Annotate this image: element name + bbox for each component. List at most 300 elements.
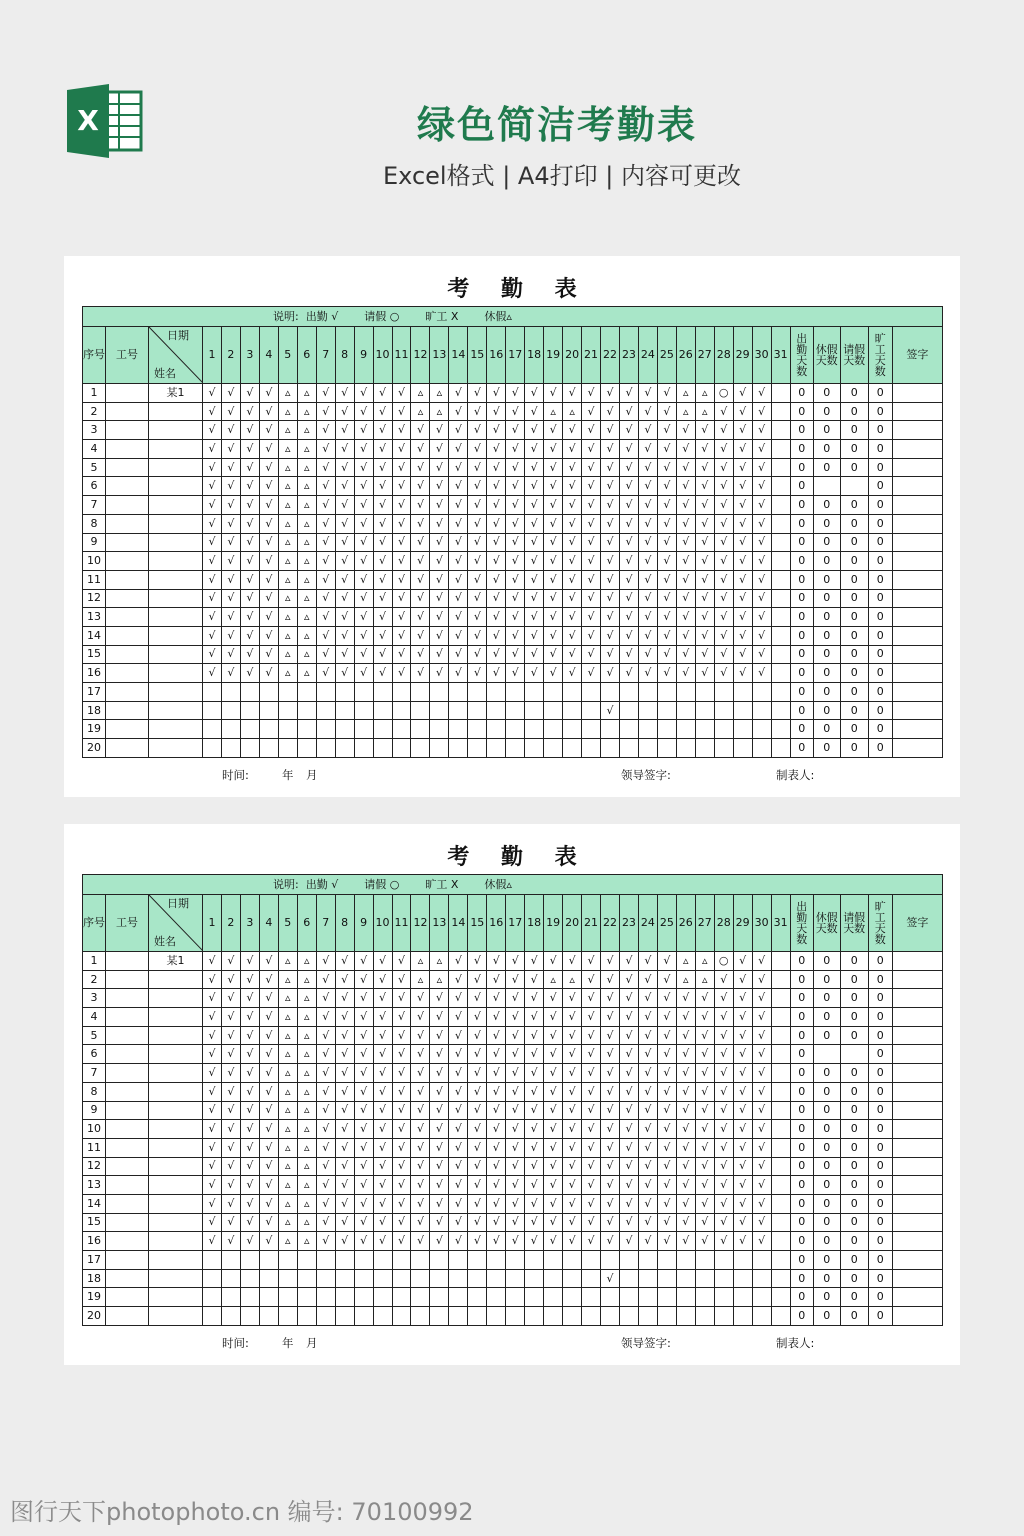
- cell-day-mark[interactable]: √: [449, 440, 468, 459]
- cell-name[interactable]: [149, 989, 203, 1008]
- cell-day-mark[interactable]: ▵: [297, 626, 316, 645]
- cell-day-mark[interactable]: √: [316, 589, 335, 608]
- cell-day-mark[interactable]: [695, 720, 714, 739]
- cell-day-mark[interactable]: √: [487, 1045, 506, 1064]
- cell-sign[interactable]: [892, 1157, 942, 1176]
- cell-day-mark[interactable]: ▵: [563, 970, 582, 989]
- cell-sign[interactable]: [892, 626, 942, 645]
- cell-day-mark[interactable]: √: [259, 645, 278, 664]
- cell-day-mark[interactable]: √: [544, 496, 563, 515]
- cell-day-mark[interactable]: √: [638, 952, 657, 971]
- cell-day-mark[interactable]: √: [354, 570, 373, 589]
- cell-day-mark[interactable]: √: [316, 1026, 335, 1045]
- cell-day-mark[interactable]: √: [392, 626, 411, 645]
- cell-day-mark[interactable]: √: [714, 1213, 733, 1232]
- cell-day-mark[interactable]: [506, 1288, 525, 1307]
- cell-day-mark[interactable]: √: [752, 477, 771, 496]
- cell-day-mark[interactable]: √: [335, 570, 354, 589]
- cell-day-mark[interactable]: √: [354, 496, 373, 515]
- cell-day-mark[interactable]: √: [733, 1157, 752, 1176]
- cell-day-mark[interactable]: √: [695, 1138, 714, 1157]
- cell-day-mark[interactable]: √: [676, 1008, 695, 1027]
- cell-sign[interactable]: [892, 440, 942, 459]
- cell-day-mark[interactable]: √: [582, 1232, 601, 1251]
- cell-day-mark[interactable]: √: [316, 645, 335, 664]
- cell-day-mark[interactable]: √: [449, 477, 468, 496]
- cell-day-mark[interactable]: √: [373, 1213, 392, 1232]
- cell-day-mark[interactable]: √: [203, 989, 222, 1008]
- cell-day-mark[interactable]: [657, 1269, 676, 1288]
- cell-day-mark[interactable]: √: [657, 1213, 676, 1232]
- cell-day-mark[interactable]: √: [468, 1138, 487, 1157]
- cell-day-mark[interactable]: √: [695, 989, 714, 1008]
- cell-day-mark[interactable]: √: [695, 626, 714, 645]
- cell-day-mark[interactable]: √: [582, 384, 601, 403]
- cell-day-mark[interactable]: √: [373, 570, 392, 589]
- cell-day-mark[interactable]: √: [203, 626, 222, 645]
- cell-sign[interactable]: [892, 421, 942, 440]
- cell-day-mark[interactable]: [695, 1251, 714, 1270]
- cell-day-mark[interactable]: √: [449, 1138, 468, 1157]
- cell-total[interactable]: 0: [813, 1008, 840, 1027]
- cell-day-mark[interactable]: √: [657, 645, 676, 664]
- cell-total[interactable]: 0: [813, 970, 840, 989]
- cell-day-mark[interactable]: [392, 739, 411, 758]
- cell-day-mark[interactable]: √: [373, 496, 392, 515]
- cell-day-mark[interactable]: √: [582, 645, 601, 664]
- cell-total[interactable]: 0: [790, 701, 813, 720]
- cell-day-mark[interactable]: ▵: [278, 421, 297, 440]
- cell-day-mark[interactable]: √: [525, 402, 544, 421]
- cell-total[interactable]: 0: [868, 720, 892, 739]
- cell-day-mark[interactable]: √: [373, 402, 392, 421]
- cell-day-mark[interactable]: ▵: [278, 626, 297, 645]
- cell-total[interactable]: 0: [840, 664, 868, 683]
- cell-total[interactable]: 0: [790, 608, 813, 627]
- cell-day-mark[interactable]: √: [259, 570, 278, 589]
- cell-day-mark[interactable]: √: [221, 1120, 240, 1139]
- cell-total[interactable]: 0: [813, 683, 840, 702]
- cell-day-mark[interactable]: √: [638, 1101, 657, 1120]
- cell-day-mark[interactable]: √: [676, 514, 695, 533]
- cell-sign[interactable]: [892, 477, 942, 496]
- cell-day-mark[interactable]: √: [240, 970, 259, 989]
- cell-day-mark[interactable]: √: [695, 1176, 714, 1195]
- cell-seq[interactable]: 4: [83, 440, 106, 459]
- cell-day-mark[interactable]: [297, 739, 316, 758]
- cell-day-mark[interactable]: [373, 720, 392, 739]
- cell-total[interactable]: 0: [790, 1082, 813, 1101]
- cell-day-mark[interactable]: ▵: [278, 952, 297, 971]
- cell-day-mark[interactable]: √: [335, 608, 354, 627]
- cell-sign[interactable]: [892, 608, 942, 627]
- cell-day-mark[interactable]: [771, 1157, 790, 1176]
- cell-total[interactable]: 0: [790, 626, 813, 645]
- cell-day-mark[interactable]: [657, 1307, 676, 1326]
- cell-day-mark[interactable]: √: [487, 1120, 506, 1139]
- cell-day-mark[interactable]: [563, 683, 582, 702]
- cell-name[interactable]: [149, 664, 203, 683]
- cell-day-mark[interactable]: √: [373, 477, 392, 496]
- cell-day-mark[interactable]: [297, 1251, 316, 1270]
- cell-sign[interactable]: [892, 1307, 942, 1326]
- cell-day-mark[interactable]: √: [221, 458, 240, 477]
- cell-day-mark[interactable]: [240, 701, 259, 720]
- cell-day-mark[interactable]: √: [373, 421, 392, 440]
- cell-day-mark[interactable]: [278, 701, 297, 720]
- cell-day-mark[interactable]: √: [752, 1138, 771, 1157]
- cell-day-mark[interactable]: √: [411, 1008, 430, 1027]
- cell-day-mark[interactable]: √: [638, 402, 657, 421]
- cell-day-mark[interactable]: √: [601, 384, 620, 403]
- cell-day-mark[interactable]: √: [563, 570, 582, 589]
- cell-name[interactable]: [149, 1138, 203, 1157]
- cell-day-mark[interactable]: √: [259, 608, 278, 627]
- cell-day-mark[interactable]: [771, 1082, 790, 1101]
- cell-day-mark[interactable]: ▵: [278, 552, 297, 571]
- cell-total[interactable]: 0: [790, 477, 813, 496]
- cell-day-mark[interactable]: √: [316, 477, 335, 496]
- cell-day-mark[interactable]: √: [203, 952, 222, 971]
- cell-day-mark[interactable]: √: [430, 552, 449, 571]
- cell-day-mark[interactable]: √: [714, 1008, 733, 1027]
- cell-day-mark[interactable]: √: [619, 608, 638, 627]
- cell-day-mark[interactable]: √: [619, 421, 638, 440]
- cell-total[interactable]: 0: [813, 552, 840, 571]
- cell-total[interactable]: 0: [813, 514, 840, 533]
- cell-day-mark[interactable]: [259, 739, 278, 758]
- cell-day-mark[interactable]: √: [695, 458, 714, 477]
- cell-day-mark[interactable]: [240, 1269, 259, 1288]
- cell-day-mark[interactable]: √: [619, 1213, 638, 1232]
- cell-day-mark[interactable]: [203, 701, 222, 720]
- cell-day-mark[interactable]: √: [676, 552, 695, 571]
- cell-day-mark[interactable]: √: [676, 1232, 695, 1251]
- cell-day-mark[interactable]: [544, 701, 563, 720]
- cell-day-mark[interactable]: [468, 1251, 487, 1270]
- cell-seq[interactable]: 4: [83, 1008, 106, 1027]
- cell-day-mark[interactable]: √: [601, 1045, 620, 1064]
- cell-day-mark[interactable]: √: [619, 533, 638, 552]
- cell-day-mark[interactable]: √: [752, 1064, 771, 1083]
- cell-day-mark[interactable]: [221, 1307, 240, 1326]
- cell-total[interactable]: 0: [868, 739, 892, 758]
- cell-total[interactable]: 0: [840, 1232, 868, 1251]
- cell-day-mark[interactable]: √: [221, 384, 240, 403]
- cell-day-mark[interactable]: √: [259, 384, 278, 403]
- cell-day-mark[interactable]: [771, 1307, 790, 1326]
- cell-day-mark[interactable]: √: [525, 533, 544, 552]
- cell-day-mark[interactable]: √: [506, 477, 525, 496]
- cell-day-mark[interactable]: [411, 739, 430, 758]
- cell-day-mark[interactable]: √: [714, 402, 733, 421]
- cell-day-mark[interactable]: √: [714, 589, 733, 608]
- cell-day-mark[interactable]: ▵: [297, 664, 316, 683]
- cell-day-mark[interactable]: √: [544, 1157, 563, 1176]
- cell-day-mark[interactable]: [676, 739, 695, 758]
- cell-day-mark[interactable]: √: [373, 1064, 392, 1083]
- cell-day-mark[interactable]: √: [203, 384, 222, 403]
- cell-total[interactable]: 0: [840, 645, 868, 664]
- cell-day-mark[interactable]: √: [335, 989, 354, 1008]
- cell-total[interactable]: 0: [868, 608, 892, 627]
- cell-sign[interactable]: [892, 952, 942, 971]
- cell-day-mark[interactable]: √: [638, 1120, 657, 1139]
- cell-day-mark[interactable]: √: [449, 1008, 468, 1027]
- cell-day-mark[interactable]: √: [259, 1138, 278, 1157]
- cell-total[interactable]: 0: [790, 1176, 813, 1195]
- cell-day-mark[interactable]: √: [619, 645, 638, 664]
- cell-day-mark[interactable]: √: [354, 1232, 373, 1251]
- cell-day-mark[interactable]: [676, 1251, 695, 1270]
- cell-day-mark[interactable]: √: [563, 989, 582, 1008]
- cell-day-mark[interactable]: ▵: [278, 1138, 297, 1157]
- cell-emp-id[interactable]: [106, 477, 149, 496]
- cell-day-mark[interactable]: √: [354, 664, 373, 683]
- cell-day-mark[interactable]: ▵: [278, 664, 297, 683]
- cell-day-mark[interactable]: [638, 1307, 657, 1326]
- cell-day-mark[interactable]: √: [619, 1157, 638, 1176]
- cell-day-mark[interactable]: √: [638, 1064, 657, 1083]
- cell-emp-id[interactable]: [106, 739, 149, 758]
- cell-day-mark[interactable]: ▵: [430, 952, 449, 971]
- cell-day-mark[interactable]: [771, 608, 790, 627]
- cell-name[interactable]: [149, 1213, 203, 1232]
- cell-day-mark[interactable]: √: [638, 421, 657, 440]
- cell-total[interactable]: 0: [813, 1269, 840, 1288]
- cell-day-mark[interactable]: √: [335, 1045, 354, 1064]
- cell-total[interactable]: 0: [840, 1120, 868, 1139]
- cell-day-mark[interactable]: √: [601, 458, 620, 477]
- cell-day-mark[interactable]: √: [392, 440, 411, 459]
- cell-day-mark[interactable]: √: [733, 1120, 752, 1139]
- cell-day-mark[interactable]: [563, 701, 582, 720]
- cell-day-mark[interactable]: √: [240, 1194, 259, 1213]
- cell-day-mark[interactable]: √: [392, 514, 411, 533]
- cell-day-mark[interactable]: √: [468, 1045, 487, 1064]
- cell-day-mark[interactable]: [259, 1251, 278, 1270]
- cell-day-mark[interactable]: √: [582, 626, 601, 645]
- cell-day-mark[interactable]: [771, 989, 790, 1008]
- cell-day-mark[interactable]: [506, 683, 525, 702]
- cell-day-mark[interactable]: √: [714, 626, 733, 645]
- cell-day-mark[interactable]: √: [657, 477, 676, 496]
- cell-day-mark[interactable]: √: [487, 496, 506, 515]
- cell-day-mark[interactable]: √: [752, 1045, 771, 1064]
- cell-day-mark[interactable]: √: [601, 514, 620, 533]
- cell-day-mark[interactable]: [259, 1307, 278, 1326]
- cell-day-mark[interactable]: √: [449, 1157, 468, 1176]
- cell-day-mark[interactable]: √: [392, 989, 411, 1008]
- cell-day-mark[interactable]: √: [638, 514, 657, 533]
- cell-day-mark[interactable]: [657, 1251, 676, 1270]
- cell-emp-id[interactable]: [106, 1157, 149, 1176]
- cell-day-mark[interactable]: ▵: [695, 384, 714, 403]
- cell-day-mark[interactable]: √: [221, 402, 240, 421]
- cell-day-mark[interactable]: √: [506, 514, 525, 533]
- cell-day-mark[interactable]: [601, 683, 620, 702]
- cell-day-mark[interactable]: √: [733, 626, 752, 645]
- cell-day-mark[interactable]: √: [544, 608, 563, 627]
- cell-total[interactable]: 0: [868, 1307, 892, 1326]
- cell-day-mark[interactable]: √: [221, 496, 240, 515]
- cell-day-mark[interactable]: √: [411, 1138, 430, 1157]
- cell-day-mark[interactable]: [411, 720, 430, 739]
- cell-day-mark[interactable]: √: [752, 970, 771, 989]
- cell-day-mark[interactable]: √: [525, 989, 544, 1008]
- cell-sign[interactable]: [892, 1213, 942, 1232]
- cell-day-mark[interactable]: √: [335, 421, 354, 440]
- cell-day-mark[interactable]: √: [221, 514, 240, 533]
- cell-total[interactable]: 0: [840, 1176, 868, 1195]
- cell-day-mark[interactable]: √: [657, 552, 676, 571]
- cell-day-mark[interactable]: √: [468, 664, 487, 683]
- cell-day-mark[interactable]: √: [695, 608, 714, 627]
- cell-day-mark[interactable]: √: [601, 701, 620, 720]
- cell-day-mark[interactable]: √: [373, 589, 392, 608]
- cell-day-mark[interactable]: √: [240, 1101, 259, 1120]
- cell-day-mark[interactable]: √: [544, 1026, 563, 1045]
- cell-total[interactable]: 0: [868, 552, 892, 571]
- cell-day-mark[interactable]: √: [468, 1064, 487, 1083]
- cell-day-mark[interactable]: √: [240, 1120, 259, 1139]
- cell-day-mark[interactable]: √: [259, 477, 278, 496]
- cell-seq[interactable]: 1: [83, 384, 106, 403]
- cell-day-mark[interactable]: √: [487, 1101, 506, 1120]
- cell-total[interactable]: 0: [790, 1213, 813, 1232]
- cell-total[interactable]: 0: [790, 514, 813, 533]
- cell-day-mark[interactable]: ▵: [544, 970, 563, 989]
- cell-day-mark[interactable]: √: [544, 952, 563, 971]
- cell-day-mark[interactable]: √: [316, 1120, 335, 1139]
- cell-day-mark[interactable]: √: [638, 458, 657, 477]
- cell-day-mark[interactable]: √: [601, 570, 620, 589]
- cell-total[interactable]: 0: [790, 645, 813, 664]
- cell-day-mark[interactable]: √: [506, 1232, 525, 1251]
- cell-day-mark[interactable]: √: [259, 533, 278, 552]
- cell-day-mark[interactable]: √: [657, 1157, 676, 1176]
- cell-day-mark[interactable]: √: [203, 514, 222, 533]
- cell-day-mark[interactable]: √: [714, 664, 733, 683]
- cell-seq[interactable]: 17: [83, 1251, 106, 1270]
- cell-day-mark[interactable]: ▵: [278, 384, 297, 403]
- cell-day-mark[interactable]: √: [411, 1194, 430, 1213]
- cell-day-mark[interactable]: √: [506, 626, 525, 645]
- cell-day-mark[interactable]: [638, 720, 657, 739]
- cell-day-mark[interactable]: √: [392, 1026, 411, 1045]
- cell-day-mark[interactable]: [487, 1251, 506, 1270]
- cell-day-mark[interactable]: √: [411, 514, 430, 533]
- cell-day-mark[interactable]: √: [468, 1008, 487, 1027]
- cell-day-mark[interactable]: √: [638, 1157, 657, 1176]
- cell-day-mark[interactable]: [582, 683, 601, 702]
- cell-sign[interactable]: [892, 739, 942, 758]
- cell-total[interactable]: 0: [840, 701, 868, 720]
- cell-day-mark[interactable]: √: [411, 1157, 430, 1176]
- cell-day-mark[interactable]: [221, 1288, 240, 1307]
- cell-day-mark[interactable]: √: [752, 402, 771, 421]
- cell-day-mark[interactable]: [657, 701, 676, 720]
- cell-emp-id[interactable]: [106, 1251, 149, 1270]
- cell-day-mark[interactable]: √: [506, 1138, 525, 1157]
- cell-day-mark[interactable]: √: [619, 1232, 638, 1251]
- cell-day-mark[interactable]: [752, 701, 771, 720]
- cell-day-mark[interactable]: √: [335, 477, 354, 496]
- cell-day-mark[interactable]: √: [619, 970, 638, 989]
- cell-day-mark[interactable]: √: [221, 626, 240, 645]
- cell-name[interactable]: [149, 533, 203, 552]
- cell-day-mark[interactable]: ▵: [297, 989, 316, 1008]
- cell-day-mark[interactable]: √: [259, 1213, 278, 1232]
- cell-day-mark[interactable]: [733, 683, 752, 702]
- cell-day-mark[interactable]: ○: [714, 952, 733, 971]
- cell-day-mark[interactable]: √: [487, 1176, 506, 1195]
- cell-day-mark[interactable]: √: [411, 989, 430, 1008]
- cell-day-mark[interactable]: √: [525, 1008, 544, 1027]
- cell-day-mark[interactable]: [354, 1251, 373, 1270]
- cell-day-mark[interactable]: √: [335, 458, 354, 477]
- cell-emp-id[interactable]: [106, 1120, 149, 1139]
- cell-day-mark[interactable]: √: [354, 514, 373, 533]
- cell-day-mark[interactable]: [297, 1269, 316, 1288]
- cell-day-mark[interactable]: ▵: [278, 1008, 297, 1027]
- cell-day-mark[interactable]: √: [695, 570, 714, 589]
- cell-day-mark[interactable]: √: [392, 1176, 411, 1195]
- cell-seq[interactable]: 14: [83, 626, 106, 645]
- cell-total[interactable]: 0: [868, 1194, 892, 1213]
- cell-total[interactable]: 0: [840, 989, 868, 1008]
- cell-total[interactable]: 0: [790, 970, 813, 989]
- cell-total[interactable]: 0: [868, 1269, 892, 1288]
- cell-emp-id[interactable]: [106, 664, 149, 683]
- cell-day-mark[interactable]: √: [752, 552, 771, 571]
- cell-sign[interactable]: [892, 1288, 942, 1307]
- cell-day-mark[interactable]: √: [487, 970, 506, 989]
- cell-total[interactable]: 0: [790, 1157, 813, 1176]
- cell-day-mark[interactable]: [354, 701, 373, 720]
- cell-total[interactable]: 0: [790, 1307, 813, 1326]
- cell-day-mark[interactable]: [771, 384, 790, 403]
- cell-day-mark[interactable]: √: [506, 1045, 525, 1064]
- cell-day-mark[interactable]: ▵: [297, 458, 316, 477]
- cell-day-mark[interactable]: √: [506, 440, 525, 459]
- cell-day-mark[interactable]: √: [733, 570, 752, 589]
- cell-day-mark[interactable]: √: [203, 1101, 222, 1120]
- cell-day-mark[interactable]: √: [619, 626, 638, 645]
- cell-name[interactable]: [149, 1157, 203, 1176]
- cell-day-mark[interactable]: [619, 1269, 638, 1288]
- cell-total[interactable]: 0: [813, 1064, 840, 1083]
- cell-total[interactable]: 0: [840, 970, 868, 989]
- cell-sign[interactable]: [892, 1269, 942, 1288]
- cell-day-mark[interactable]: √: [354, 1213, 373, 1232]
- cell-day-mark[interactable]: √: [601, 626, 620, 645]
- cell-day-mark[interactable]: [771, 1269, 790, 1288]
- cell-day-mark[interactable]: √: [619, 1101, 638, 1120]
- cell-day-mark[interactable]: [771, 1288, 790, 1307]
- cell-day-mark[interactable]: √: [240, 496, 259, 515]
- cell-day-mark[interactable]: √: [430, 533, 449, 552]
- cell-day-mark[interactable]: √: [335, 440, 354, 459]
- cell-day-mark[interactable]: [525, 1307, 544, 1326]
- cell-name[interactable]: [149, 1176, 203, 1195]
- cell-day-mark[interactable]: √: [601, 952, 620, 971]
- cell-day-mark[interactable]: √: [335, 552, 354, 571]
- cell-day-mark[interactable]: √: [449, 402, 468, 421]
- cell-day-mark[interactable]: √: [752, 952, 771, 971]
- cell-day-mark[interactable]: √: [221, 1008, 240, 1027]
- cell-day-mark[interactable]: [619, 701, 638, 720]
